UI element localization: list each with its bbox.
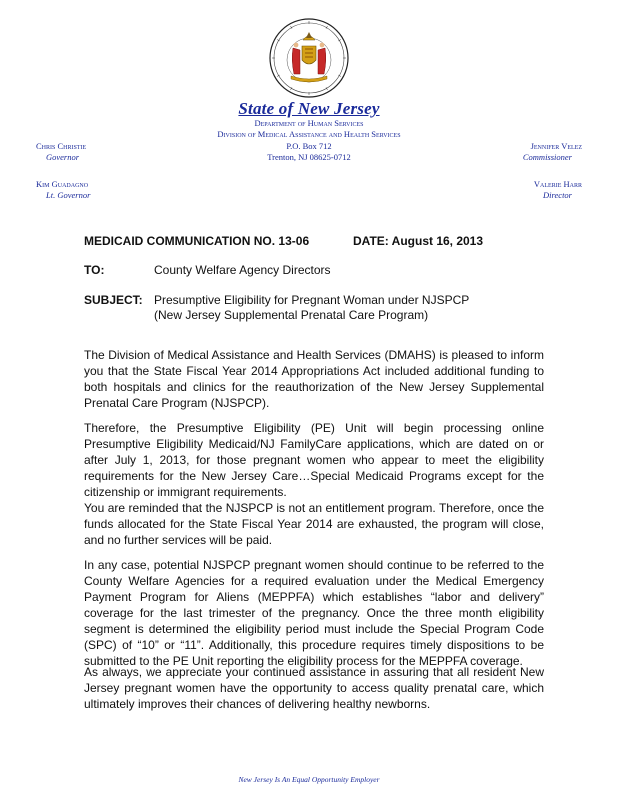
director-name: Valerie Harr bbox=[533, 179, 582, 189]
state-seal-image bbox=[269, 18, 349, 98]
commissioner-title: Commissioner bbox=[522, 152, 572, 162]
department-name: Department of Human Services bbox=[254, 118, 364, 128]
division-name: Division of Medical Assistance and Health Services bbox=[217, 129, 401, 139]
subject-line-1: Presumptive Eligibility for Pregnant Woman under NJSPCP bbox=[154, 293, 470, 307]
commissioner-name: Jennifer Velez bbox=[530, 141, 582, 151]
footer-equal-opportunity: New Jersey Is An Equal Opportunity Employer bbox=[238, 775, 380, 784]
director-title: Director bbox=[543, 190, 572, 200]
to-label: TO: bbox=[84, 263, 105, 277]
governor-name: Chris Christie bbox=[36, 141, 87, 151]
body-paragraph-2: Therefore, the Presumptive Eligibility (PE) Unit will begin processing online Presumptive Eligibility Medicaid/NJ FamilyCare applications, which are dated on or after July 1, 2013, for those pregnant women who appear to meet the eligibility requirements for the New Jersey Care…Special Medicaid Programs except for the citizenship or immigrant requirements. bbox=[84, 421, 544, 499]
to-value: County Welfare Agency Directors bbox=[154, 263, 331, 277]
lt-governor-name: Kim Guadagno bbox=[36, 179, 89, 189]
body-paragraph-1: The Division of Medical Assistance and Health Services (DMAHS) is pleased to inform you that the State Fiscal Year 2014 Appropriations Act included additional funding to both hospitals and clinics for the reauthorization of the New Jersey Supplemental Prenatal Care Program (NJSPCP). bbox=[84, 348, 544, 410]
subject-label: SUBJECT: bbox=[84, 293, 143, 307]
governor-title: Governor bbox=[46, 152, 80, 162]
state-title: State of New Jersey bbox=[238, 99, 380, 118]
body-paragraph-3: You are reminded that the NJSPCP is not an entitlement program. Therefore, once the funds allocated for the State Fiscal Year 2014 are exhausted, the program will close, and no further services will be paid. bbox=[84, 501, 544, 547]
po-box: P.O. Box 712 bbox=[286, 141, 332, 151]
body-paragraph-5: As always, we appreciate your continued assistance in assuring that all resident New Jersey pregnant women have the opportunity to access quality prenatal care, which ultimately improves their chances of delivering healthy newborns. bbox=[84, 665, 544, 711]
body-paragraph-4: In any case, potential NJSPCP pregnant women should continue to be referred to the County Welfare Agencies for a required evaluation under the Medical Emergency Payment Program for Aliens (MEPPFA) which establishes “labor and delivery” coverage for the last trimester of the pregnancy. Once the three month eligibility segment is determined the eligibility period must include the Special Program Code (SPC) of “10” or “11”. Additionally, this procedure requires timely dispositions to be submitted to the PE Unit reporting the eligibility process for the MEPPFA coverage. bbox=[84, 558, 544, 668]
subject-line-2: (New Jersey Supplemental Prenatal Care Program) bbox=[154, 308, 429, 322]
lt-governor-title: Lt. Governor bbox=[46, 190, 91, 200]
memo-date: DATE: August 16, 2013 bbox=[353, 234, 484, 248]
city-address: Trenton, NJ 08625-0712 bbox=[267, 152, 351, 162]
communication-number: MEDICAID COMMUNICATION NO. 13-06 bbox=[84, 234, 310, 248]
